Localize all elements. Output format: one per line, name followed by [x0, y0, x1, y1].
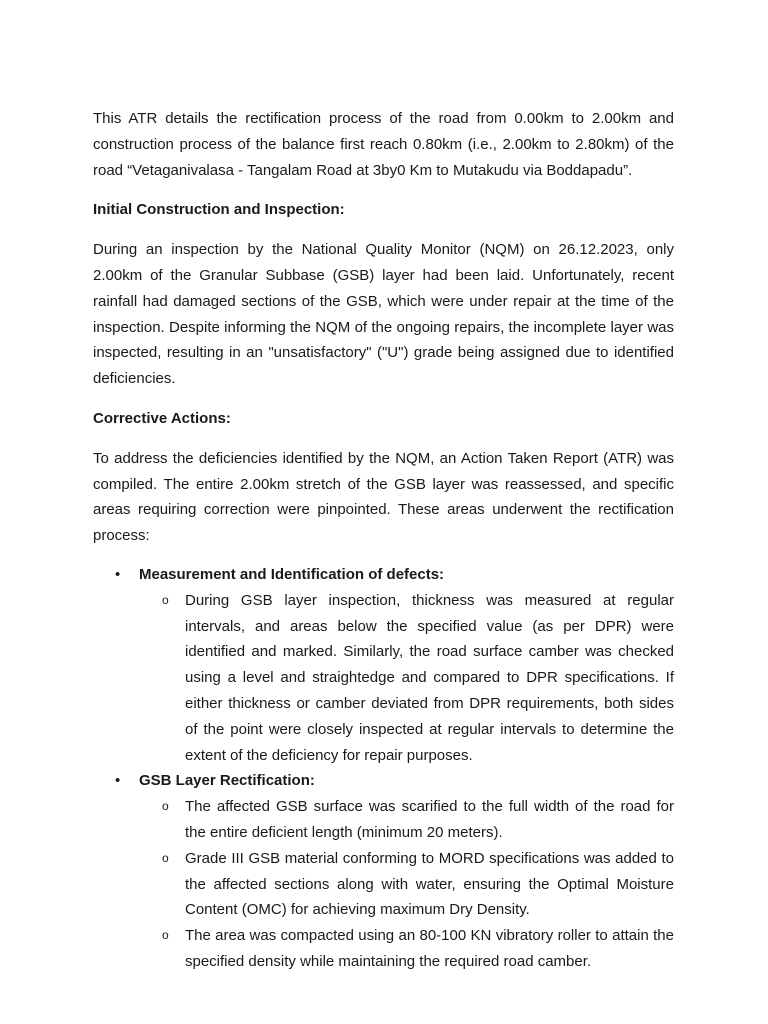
sub-list-item	[139, 588, 674, 769]
rectification-steps-list	[93, 562, 674, 975]
document-page	[93, 106, 674, 975]
sub-item-text: Grade III GSB material conforming to MORD specifications was added to the affected sections along with water, ensuring the Optimal Moisture Content (OMC) for achieving maximum Dry Density.	[185, 849, 674, 919]
bullet-marker: •	[115, 772, 121, 790]
bullet-marker: •	[115, 565, 121, 583]
sub-bullet-marker: o	[162, 928, 169, 943]
initial-construction-paragraph: During an inspection by the National Quality Monitor (NQM) on 26.12.2023, only 2.00km of the Granular Subbase (GSB) layer had been laid. Unfortunately, recent rainfall had damaged sections of the GSB, which were under repair at the time of the inspection. Despite informing the NQM of the ongoing repairs, the incomplete layer was inspected, resulting in an "unsatisfactory" ("U") grade being assigned due to identified deficiencies.	[93, 241, 674, 388]
bullet-title: GSB Layer Rectification:	[139, 772, 315, 790]
sub-bullet-marker: o	[162, 850, 169, 865]
intro-paragraph: This ATR details the rectification process of the road from 0.00km to 2.00km and construction process of the balance first reach 0.80km (i.e., 2.00km to 2.80km) of the road “Vetaganivalasa - Tangalam Road at 3by0 Km to Mutakudu via Boddapadu”.	[93, 110, 674, 179]
bullet-title: Measurement and Identification of defects:	[139, 565, 445, 583]
sub-bullet-marker: o	[162, 799, 169, 814]
sub-list	[139, 794, 674, 975]
list-item	[93, 768, 674, 974]
sub-item-text: During GSB layer inspection, thickness was measured at regular intervals, and areas below the specified value (as per DPR) were identified and marked. Similarly, the road surface camber was checked using a level and straightedge and compared to DPR specifications. If either thickness or camber deviated from DPR requirements, both sides of the point were closely inspected at regular intervals to determine the extent of the deficiency for repair purposes.	[185, 591, 674, 764]
section-heading-initial-construction: Initial Construction and Inspection:	[93, 201, 345, 219]
sub-list-item	[139, 794, 674, 846]
sub-list	[139, 588, 674, 769]
corrective-actions-paragraph: To address the deficiencies identified by the NQM, an Action Taken Report (ATR) was compiled. The entire 2.00km stretch of the GSB layer was reassessed, and specific areas requiring correction were pinpointed. These areas underwent the rectification process:	[93, 449, 674, 545]
sub-item-text: The affected GSB surface was scarified to the full width of the road for the entire deficient length (minimum 20 meters).	[185, 798, 674, 841]
sub-item-text: The area was compacted using an 80-100 KN vibratory roller to attain the specified density while maintaining the required road camber.	[185, 927, 674, 970]
section-heading-corrective-actions: Corrective Actions:	[93, 409, 231, 427]
sub-list-item	[139, 846, 674, 923]
sub-bullet-marker: o	[162, 592, 169, 607]
list-item	[93, 562, 674, 768]
sub-list-item	[139, 923, 674, 975]
